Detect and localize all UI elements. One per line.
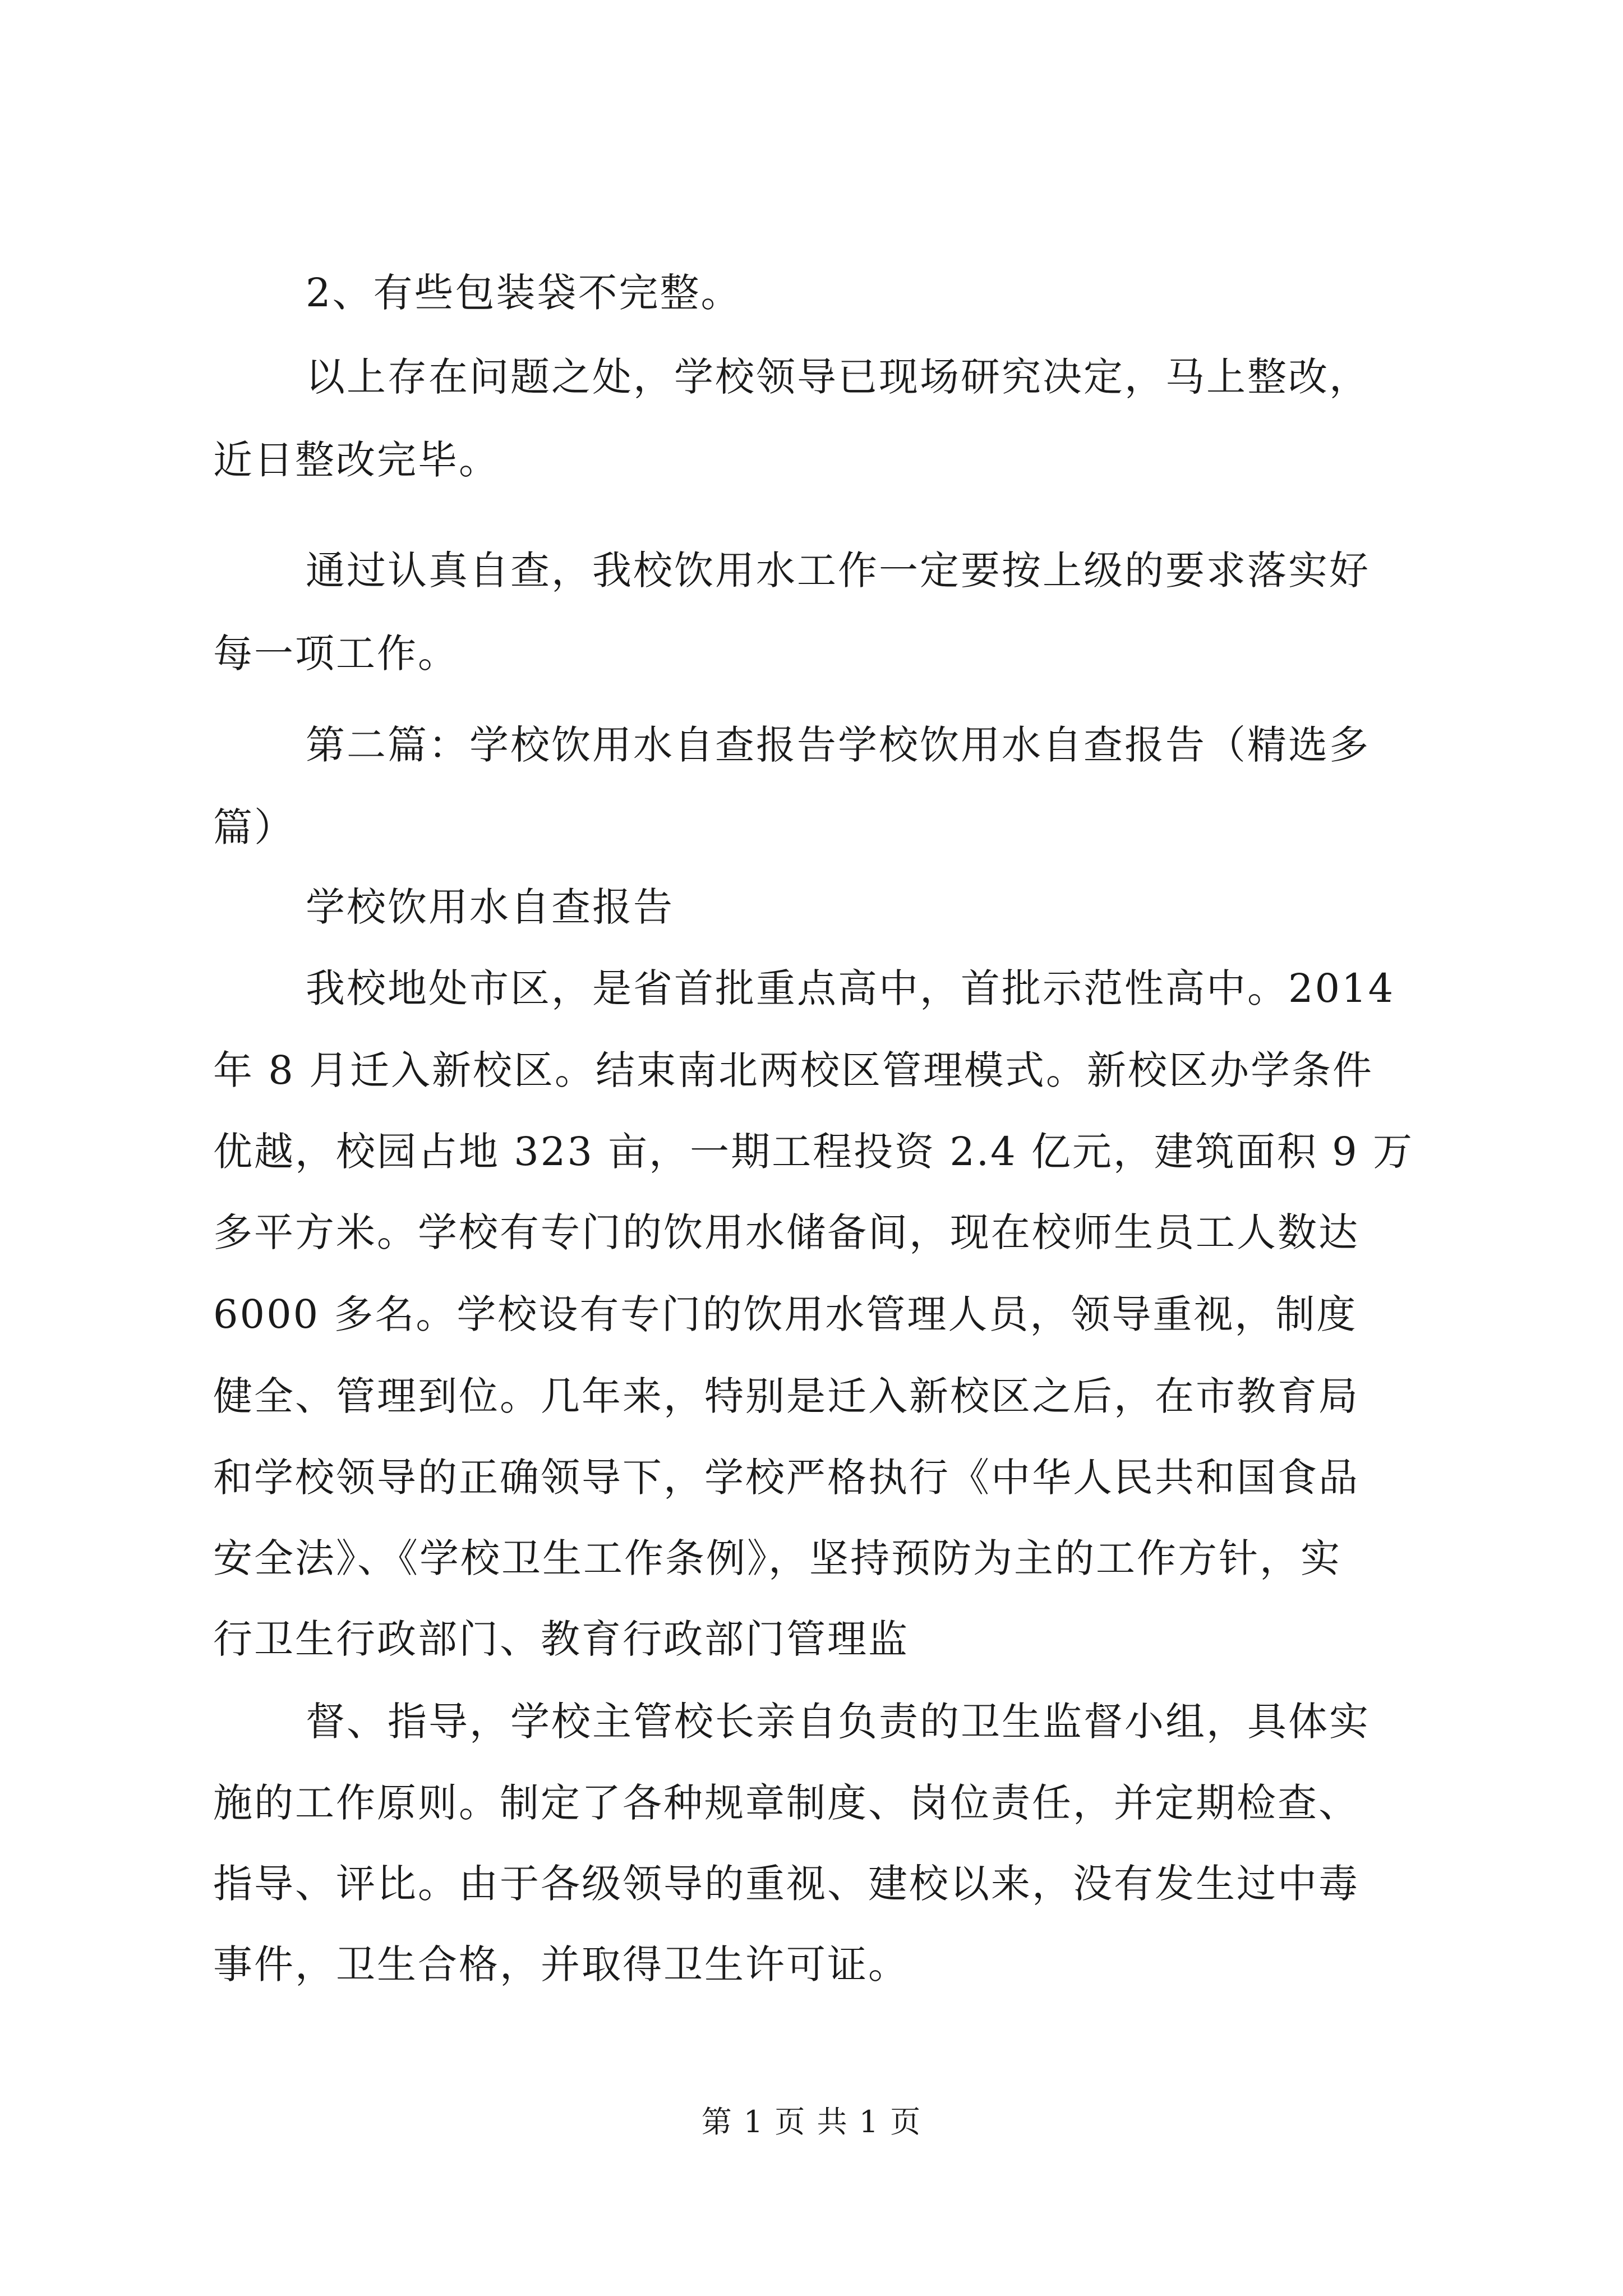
- text-line: 近日整改完毕。: [213, 437, 500, 483]
- text-line: 我校地处市区，是省首批重点高中，首批示范性高中。2014: [306, 965, 1395, 1011]
- text-line: 通过认真自查，我校饮用水工作一定要按上级的要求落实好: [306, 547, 1370, 593]
- text-line: 安全法》、《学校卫生工作条例》，坚持预防为主的工作方针，实: [213, 1535, 1341, 1581]
- page-footer: 第 1 页 共 1 页: [701, 2104, 922, 2139]
- report-heading: 学校饮用水自查报告: [306, 884, 674, 930]
- text-line: 事件，卫生合格，并取得卫生许可证。: [213, 1941, 909, 1987]
- section-title: 篇）: [213, 804, 295, 850]
- text-line: 指导、评比。由于各级领导的重视、建校以来，没有发生过中毒: [213, 1861, 1359, 1907]
- section-title: 第二篇：学校饮用水自查报告学校饮用水自查报告（精选多: [306, 722, 1370, 768]
- text-line: 每一项工作。: [213, 631, 459, 677]
- text-line: 多平方米。学校有专门的饮用水储备间，现在校师生员工人数达: [213, 1209, 1359, 1255]
- text-line: 6000 多名。学校设有专门的饮用水管理人员，领导重视，制度: [213, 1291, 1358, 1337]
- text-line: 健全、管理到位。几年来，特别是迁入新校区之后，在市教育局: [213, 1373, 1359, 1419]
- text-line: 优越，校园占地 323 亩，一期工程投资 2.4 亿元，建筑面积 9 万: [213, 1129, 1414, 1175]
- text-line: 督、指导，学校主管校长亲自负责的卫生监督小组，具体实: [306, 1699, 1370, 1745]
- text-line: 行卫生行政部门、教育行政部门管理监: [213, 1616, 909, 1662]
- text-line: 以上存在问题之处，学校领导已现场研究决定，马上整改，: [306, 354, 1370, 400]
- text-line: 施的工作原则。制定了各种规章制度、岗位责任，并定期检查、: [213, 1780, 1359, 1826]
- text-line: 和学校领导的正确领导下，学校严格执行《中华人民共和国食品: [213, 1455, 1359, 1501]
- text-line: 2、有些包装袋不完整。: [306, 270, 742, 316]
- text-line: 年 8 月迁入新校区。结束南北两校区管理模式。新校区办学条件: [213, 1047, 1374, 1093]
